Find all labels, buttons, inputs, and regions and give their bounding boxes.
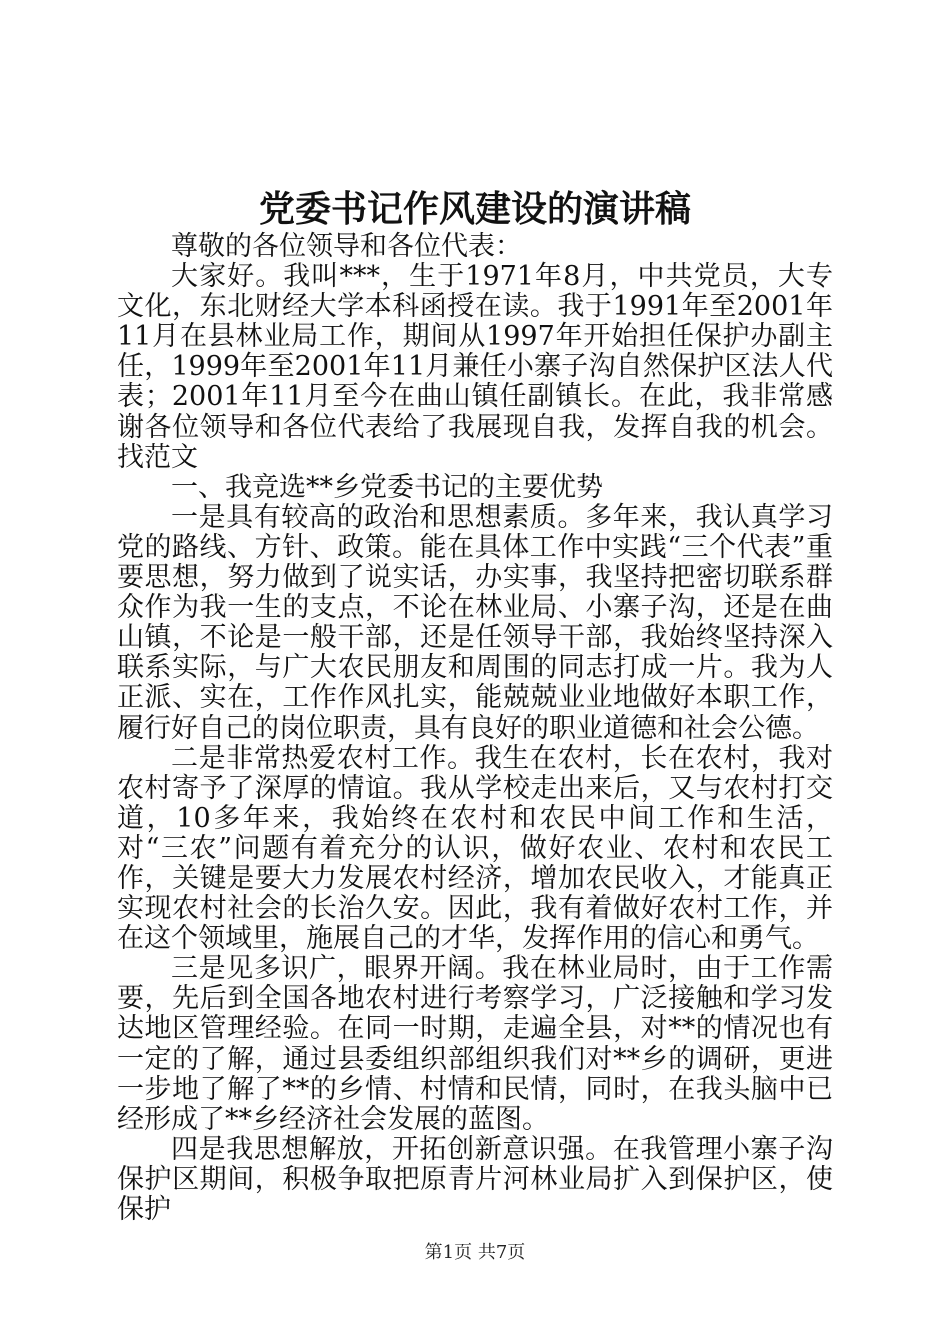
document-body — [117, 232, 833, 1225]
document-title: 党委书记作风建设的演讲稿 — [258, 188, 691, 230]
advantage-paragraph-4: 四是我思想解放，开拓创新意识强。在我管理小寨子沟保护区期间，积极争取把原青片河林业局扩入到保护区，使保护 — [117, 1133, 833, 1225]
advantage-paragraph-3: 三是见多识广，眼界开阔。我在林业局时，由于工作需要，先后到全国各地农村进行考察学习，广泛接触和学习发达地区管理经验。在同一时期，走遍全县，对**的情况也有一定的了解，通过县委组织部组织我们对**乡的调研，更进一步地了解了**的乡情、村情和民情，同时，在我头脑中已经形成了**乡经济社会发展的蓝图。 — [117, 953, 833, 1135]
advantage-paragraph-1: 一是具有较高的政治和思想素质。多年来，我认真学习党的路线、方针、政策。能在具体工作中实践“三个代表”重要思想，努力做到了说实话，办实事，我坚持把密切联系群众作为我一生的支点，不论在林业局、小寨子沟，还是在曲山镇，不论是一般干部，还是任领导干部，我始终坚持深入联系实际，与广大农民朋友和周围的同志打成一片。我为人正派、实在，工作作风扎实，能兢兢业业地做好本职工作，履行好自己的岗位职责，具有良好的职业道德和社会公德。 — [117, 501, 833, 744]
introduction-paragraph: 大家好。我叫***，生于1971年8月，中共党员，大专文化，东北财经大学本科函授在读。我于1991年至2001年11月在县林业局工作，期间从1997年开始担任保护办副主任，1999年至2001年11月兼任小寨子沟自然保护区法人代表；2001年11月至今在曲山镇任副镇长。在此，我非常感谢各位领导和各位代表给了我展现自我，发挥自我的机会。找范文 — [117, 261, 833, 473]
salutation-paragraph: 尊敬的各位领导和各位代表： — [171, 231, 522, 262]
section-heading: 一、我竞选**乡党委书记的主要优势 — [171, 471, 603, 503]
page-number-footer: 第1页 共7页 — [424, 1242, 526, 1263]
advantage-paragraph-2: 二是非常热爱农村工作。我生在农村，长在农村，我对农村寄予了深厚的情谊。我从学校走出来后，又与农村打交道，10多年来，我始终在农村和农民中间工作和生活，对“三农”问题有着充分的认识，做好农业、农村和农民工作，关键是要大力发展农村经济，增加农民收入，才能真正实现农村社会的长治久安。因此，我有着做好农村工作，并在这个领域里，施展自己的才华，发挥作用的信心和勇气。 — [117, 742, 833, 955]
